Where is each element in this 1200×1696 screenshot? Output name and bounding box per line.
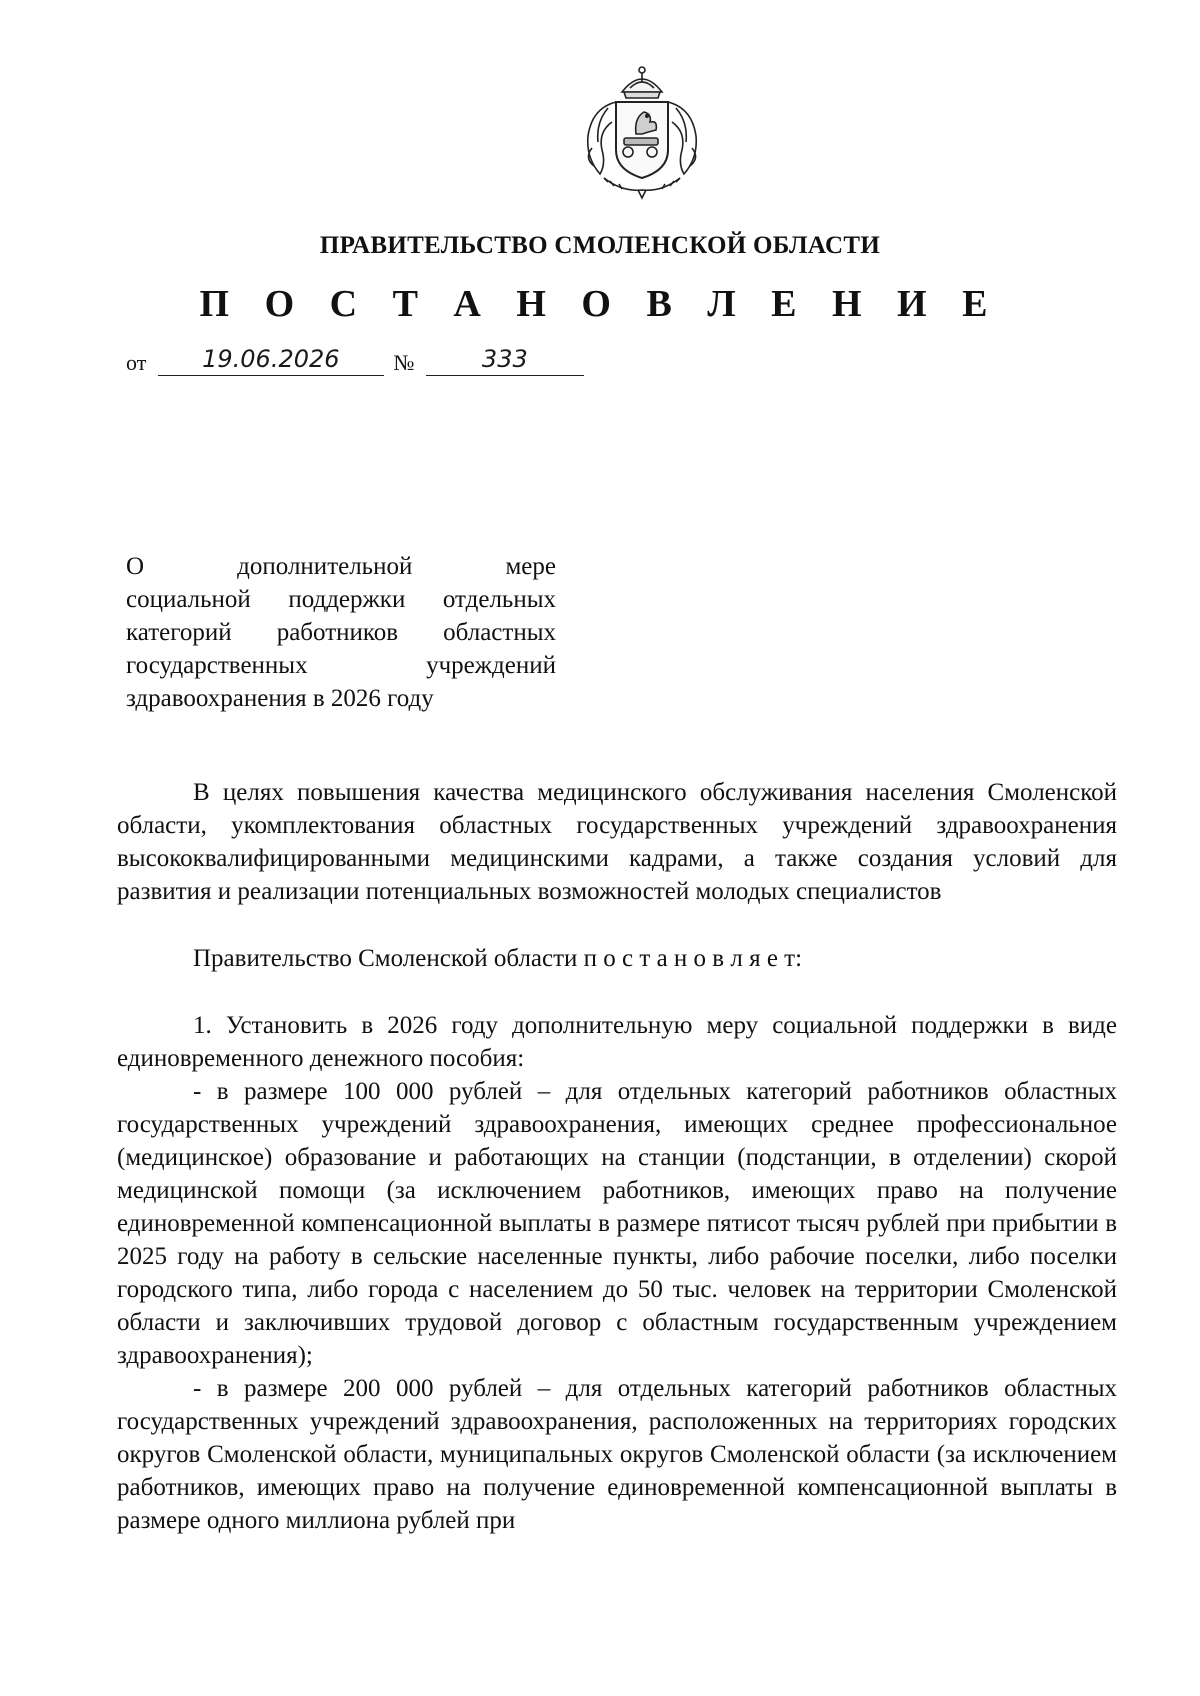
document-type-title: П О С Т А Н О В Л Е Н И Е [199,283,1001,325]
document-subject [126,550,556,715]
document-body [117,776,1117,1537]
authority-title: ПРАВИТЕЛЬСТВО СМОЛЕНСКОЙ ОБЛАСТИ [319,232,881,259]
handwritten-date: 19.06.2026 [158,345,384,376]
subject-line: социальной поддержки отдельных [126,586,556,613]
item-1b-paragraph: - в размере 200 000 рублей – для отдельных категорий работников областных государственных учреждений здравоохранения, расположенных на территориях городских округов Смоленской области, муниципальных округов Смоленской области (за исключением работников, имеющих право на получение единовременной компенсационной выплаты в размере одного миллиона рублей при [117,1375,1117,1534]
subject-line: государственных учреждений [126,652,556,679]
item-1-paragraph: 1. Установить в 2026 году дополнительную меру социальной поддержки в виде единовременного денежного пособия: [117,1012,1117,1072]
handwritten-number: 333 [426,345,584,376]
subject-line: категорий работников областных [126,619,556,646]
number-prefix: № [393,350,415,375]
item-1a-paragraph: - в размере 100 000 рублей – для отдельных категорий работников областных государственных учреждений здравоохранения, имеющих среднее профессиональное (медицинское) образование и работающих на станции (подстанции, в отделении) скорой медицинской помощи (за исключением работников, имеющих право на получение единовременной компенсационной выплаты в размере пятисот тысяч рублей при прибытии в 2025 году на работу в сельские населенные пункты, либо рабочие поселки, либо поселки городского типа, либо города с населением до 50 тыс. человек на территории Смоленской области и заключивших трудовой договор с областным государственным учреждением здравоохранения); [117,1078,1117,1369]
subject-line: О дополнительной мере [126,553,556,580]
subject-line: здравоохранения в 2026 году [126,685,434,712]
registration-line [126,345,584,376]
resolve-paragraph: Правительство Смоленской области п о с т а н о в л я е т: [193,945,803,972]
date-prefix: от [126,350,147,375]
preamble-paragraph: В целях повышения качества медицинского обслуживания населения Смоленской области, укомплектования областных государственных учреждений здравоохранения высококвалифицированными медицинскими кадрами, а также создания условий для развития и реализации потенциальных возможностей молодых специалистов [117,779,1117,905]
smolensk-coat-of-arms-icon [578,62,706,202]
